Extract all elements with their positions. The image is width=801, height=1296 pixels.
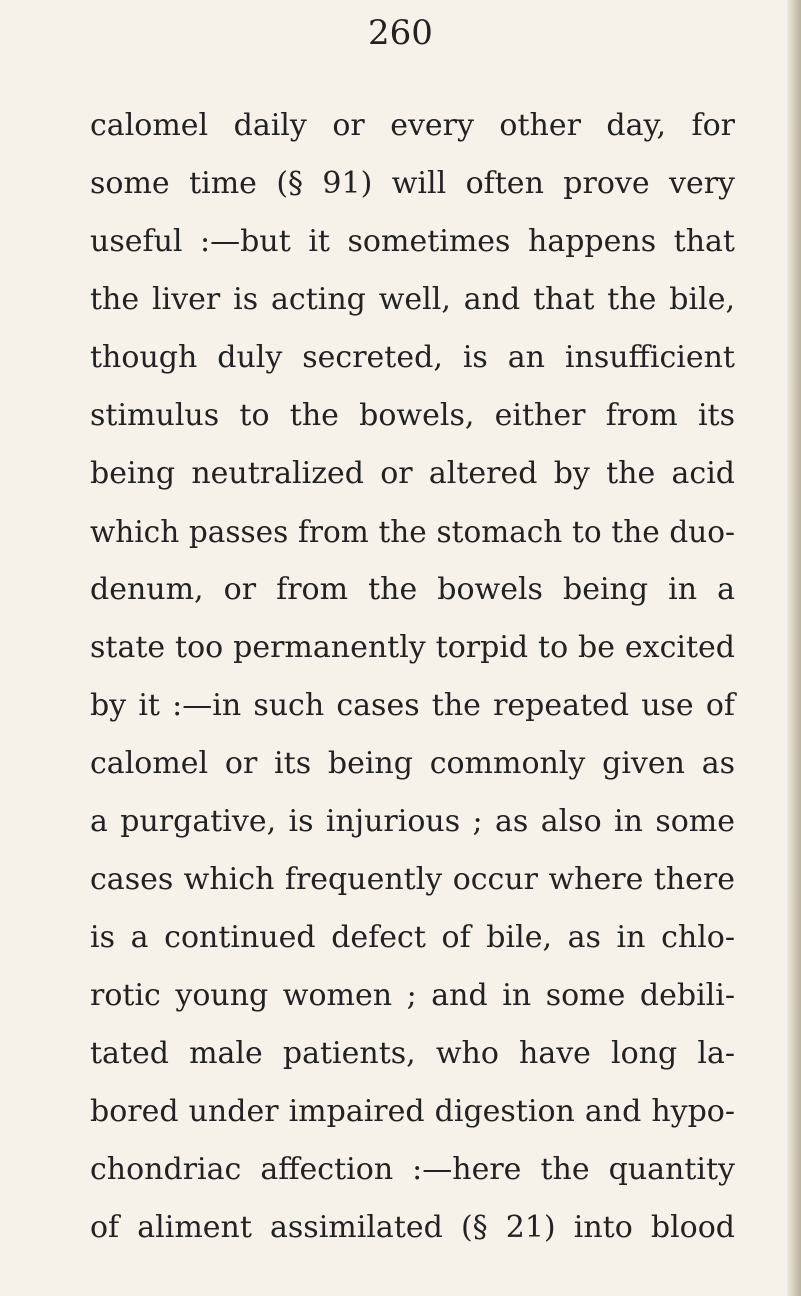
text-line: though duly secreted, is an insufficient [90, 340, 735, 375]
text-line: a purgative, is injurious ; as also in some [90, 804, 735, 839]
text-line: some time (§ 91) will often prove very [90, 166, 735, 201]
text-line: tated male patients, who have long la- [90, 1036, 735, 1071]
text-line: state too permanently torpid to be excited [90, 630, 735, 665]
text-line: is a continued defect of bile, as in chlo- [90, 920, 735, 955]
text-line: useful :—but it sometimes happens that [90, 224, 735, 259]
text-line: bored under impaired digestion and hypo- [90, 1094, 735, 1129]
page-edge [787, 0, 801, 1296]
text-line: being neutralized or altered by the acid [90, 456, 735, 491]
text-line: chondriac affection :—here the quantity [90, 1152, 735, 1187]
text-line: the liver is acting well, and that the bile, [90, 282, 735, 317]
text-line: which passes from the stomach to the duo- [90, 515, 735, 549]
body-text [90, 97, 735, 1257]
text-line: cases which frequently occur where there [90, 862, 735, 897]
text-line: rotic young women ; and in some debili- [90, 978, 735, 1013]
text-line: calomel daily or every other day, for [90, 108, 735, 143]
text-line: calomel or its being commonly given as [90, 746, 735, 781]
page-number: 260 [368, 13, 433, 53]
text-line: by it :—in such cases the repeated use of [90, 688, 735, 723]
text-line: denum, or from the bowels being in a [90, 572, 735, 607]
text-line: of aliment assimilated (§ 21) into blood [90, 1210, 735, 1245]
text-line: stimulus to the bowels, either from its [90, 398, 735, 433]
